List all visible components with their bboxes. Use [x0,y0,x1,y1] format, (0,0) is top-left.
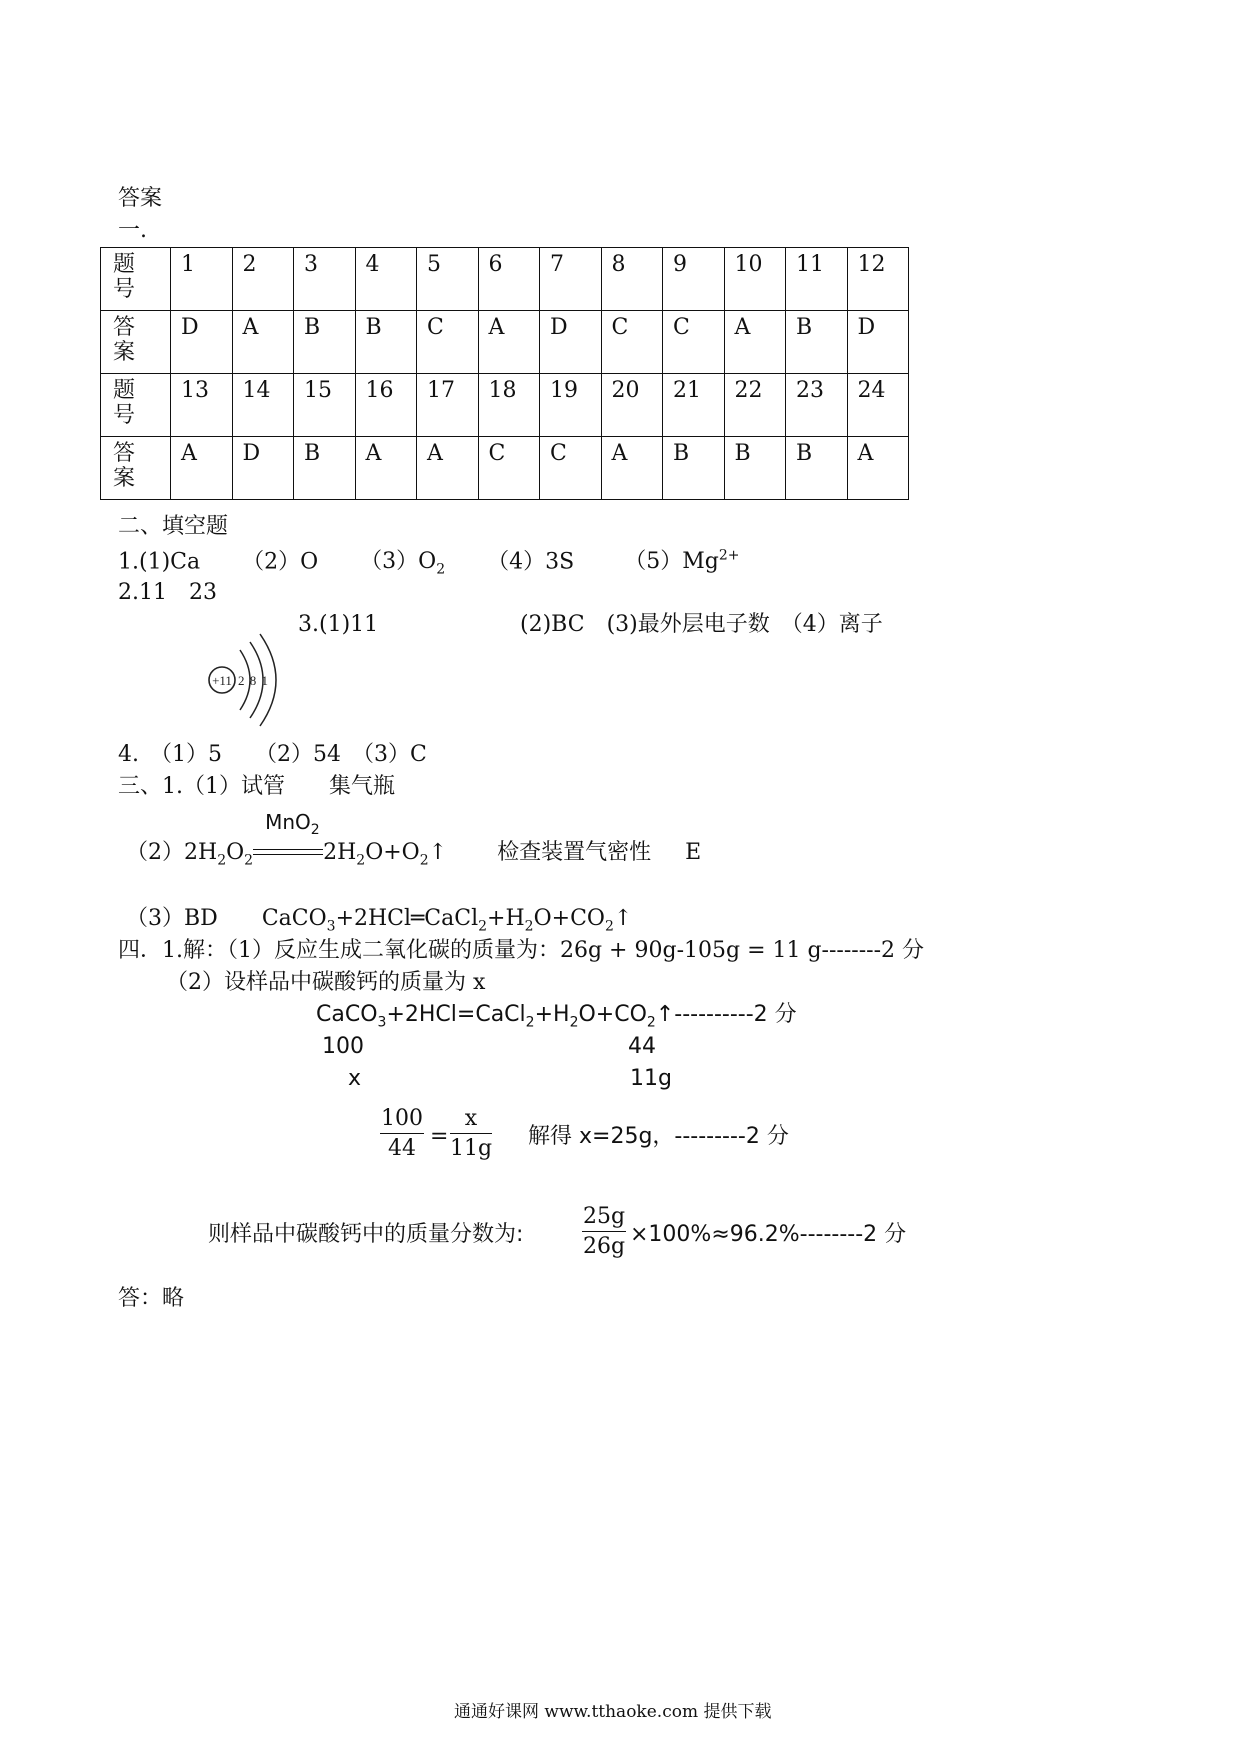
fraction-x-11g: x 11g [450,1106,493,1161]
table-cell: D [171,311,233,374]
section-3-line2: $(2)2H_2O_2$ MnO$_2$ $2H_2O+O_2↑$ 检查装置气密性 E [126,810,702,869]
footer: 通通好课网 www.tthaoke.com 提供下载 [454,1702,772,1722]
table-cell: 12 [847,248,909,311]
table-cell: C [417,311,479,374]
section-1-label: 一. [118,218,147,243]
table-cell: A [478,311,540,374]
row-label-text: 题号 [113,378,136,429]
percentage-result: ×100%≈96.2%--------2 分 [630,1222,907,1247]
section-2-title: 二、填空题 [118,514,229,539]
equals-sign: = [430,1124,449,1149]
fill-q1 [118,548,739,579]
table-cell: 18 [478,374,540,437]
fill-q3-part2: (2)BC (3)最外层电子数 （4）离子 [520,612,883,637]
fraction-100-44: 100 44 [381,1106,423,1161]
table-cell: D [847,311,909,374]
table-cell: 15 [294,374,356,437]
section-3-line1: 三、1.（1）试管 集气瓶 [118,774,395,799]
table-cell: D [232,437,294,500]
table-cell: 11 [786,248,848,311]
table-cell: B [663,437,725,500]
table-cell: 23 [786,374,848,437]
table-cell: B [786,437,848,500]
answer-row-1 [101,311,909,374]
fill-q4: 4. （1）5 （2）54 （3）C [118,742,427,767]
table-cell: 2 [232,248,294,311]
table-cell: 3 [294,248,356,311]
calc-equation: $CaCO_3+2HCl=CaCl_2+H_2O+CO_2↑----------2$ 分 [316,1002,797,1031]
table-cell: 1 [171,248,233,311]
table-cell: 19 [540,374,602,437]
shell-electrons: 2 8 1 [238,673,269,688]
molar-mass-caco3: 100 [322,1034,364,1059]
fill-q1-part3: $(3)O_2$ [360,549,446,578]
row-label [101,311,171,374]
fill-q3-part1: 3.(1)11 [298,612,379,637]
table-cell: D [540,311,602,374]
table-cell: 20 [601,374,663,437]
catalyst-arrow: MnO$_2$ [253,842,323,864]
table-cell: 22 [724,374,786,437]
co2-mass: 11g [630,1066,672,1091]
table-cell: 5 [417,248,479,311]
answer-row-2 [101,437,909,500]
final-answer: 答：略 [118,1286,185,1311]
table-cell: 9 [663,248,725,311]
table-cell: 8 [601,248,663,311]
fill-q1-part4: （4）3S [487,549,575,575]
table-cell: B [294,311,356,374]
table-cell: 16 [355,374,417,437]
table-cell: A [417,437,479,500]
table-cell: 7 [540,248,602,311]
table-cell: C [601,311,663,374]
table-cell: B [724,437,786,500]
heading: 答案 [118,186,163,211]
check-airtightness: 检查装置气密性 [497,840,652,865]
nucleus-label: +11 [212,673,232,688]
table-cell: 21 [663,374,725,437]
row-label [101,374,171,437]
table-cell: 13 [171,374,233,437]
section-4-line1: 四．1.解：（1）反应生成二氧化碳的质量为：26g + 90g-105g = 11 g--------2 分 [118,938,925,963]
section-3-line3: （3）BD $CaCO_3+2HCl═CaCl_2+H_2O+CO_2↑$ [126,906,633,935]
table-cell: A [355,437,417,500]
table-cell: B [786,311,848,374]
table-cell: C [540,437,602,500]
table-cell: A [601,437,663,500]
table-cell: A [847,437,909,500]
answer-table [100,247,909,500]
section-4-line2: （2）设样品中碳酸钙的质量为 x [166,970,486,995]
unknown-x: x [348,1066,362,1091]
row-label [101,248,171,311]
row-label [101,437,171,500]
table-cell: A [724,311,786,374]
table-cell: A [232,311,294,374]
row-label-text: 答案 [113,441,136,492]
question-number-row-1 [101,248,909,311]
fill-q2: 2.11 23 [118,580,217,605]
molar-mass-co2: 44 [628,1034,656,1059]
table-cell: C [478,437,540,500]
fill-q1-part1: 1.(1)Ca [118,549,201,575]
device-letter: E [685,840,702,865]
row-label-text: 题号 [113,252,136,303]
table-cell: 4 [355,248,417,311]
table-cell: 17 [417,374,479,437]
fill-q1-part5: $(5)Mg^{2+}$ [624,548,740,575]
fraction-25g-26g: 25g 26g [582,1204,626,1259]
atom-structure-diagram [200,628,290,738]
table-cell: 6 [478,248,540,311]
table-cell: A [171,437,233,500]
question-number-row-2 [101,374,909,437]
table-cell: B [355,311,417,374]
row-label-text: 答案 [113,315,136,366]
fill-q1-part2: （2）O [242,549,319,575]
percentage-label: 则样品中碳酸钙中的质量分数为: [208,1222,524,1247]
table-cell: B [294,437,356,500]
solve-result: 解得 x=25g，---------2 分 [528,1124,789,1149]
table-cell: 24 [847,374,909,437]
table-cell: C [663,311,725,374]
table-cell: 10 [724,248,786,311]
table-cell: 14 [232,374,294,437]
